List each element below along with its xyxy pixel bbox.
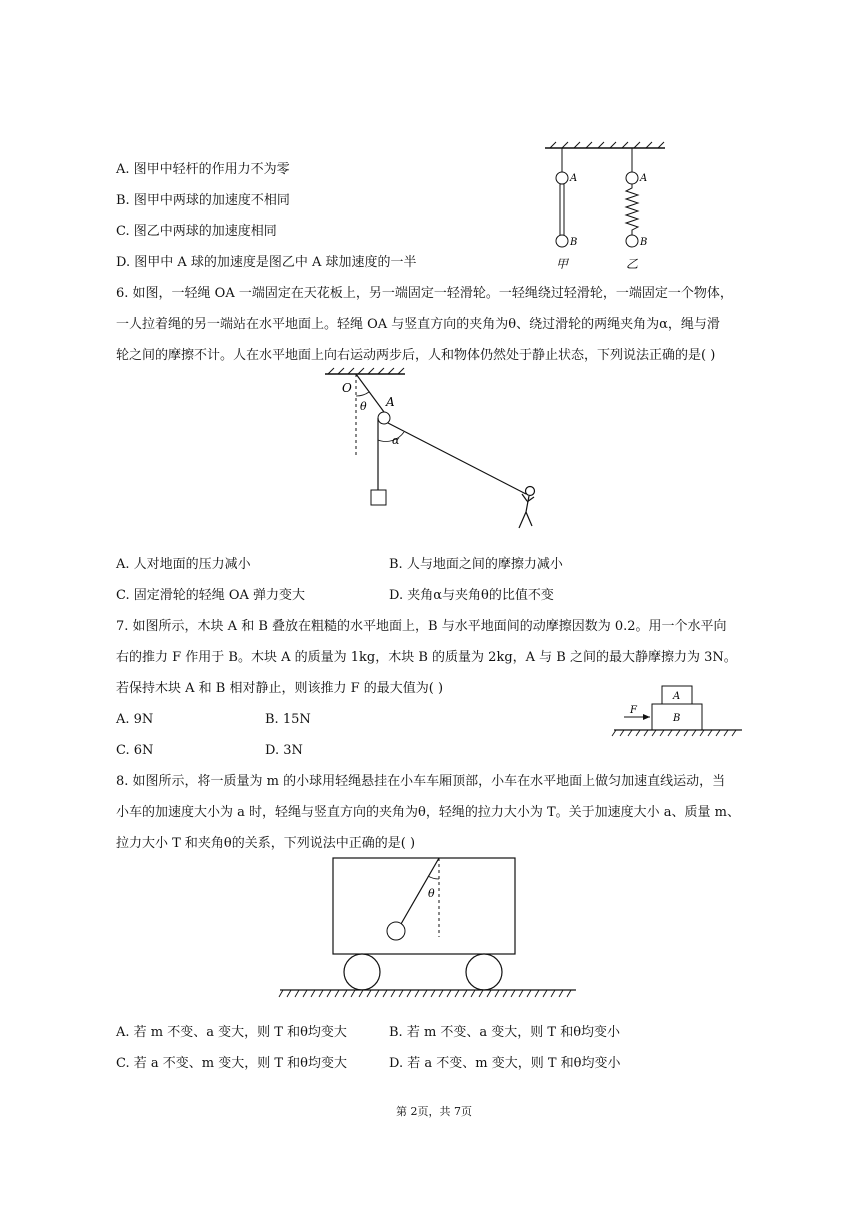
q8-wheel-right — [466, 954, 502, 990]
q6-pulley — [378, 412, 390, 424]
q7-stem-line2: 右的推力 F 作用于 B。木块 A 的质量为 1kg，木块 B 的质量为 2kg，A 与 B 之间的最大静摩擦力为 3N。 — [116, 650, 737, 665]
q5-rod — [560, 184, 564, 236]
q6-rope-person — [388, 423, 526, 494]
q7-option-d: D. 3N — [265, 743, 303, 758]
q5-ball-b-right — [626, 235, 638, 247]
q7-stem-line3: 若保持木块 A 和 B 相对静止，则该推力 F 的最大值为( ) — [116, 681, 444, 696]
q5-spring — [626, 184, 638, 235]
q7-label-a: A — [673, 691, 681, 702]
q5-ball-b-left — [556, 235, 568, 247]
q5-option-c: C. 图乙中两球的加速度相同 — [116, 224, 277, 239]
q7-stem-line1: 7. 如图所示，木块 A 和 B 叠放在粗糙的水平地面上，B 与水平地面间的动摩擦因数为 0.2。用一个水平向 — [116, 619, 727, 634]
q8-stem-line2: 小车的加速度大小为 a 时，轻绳与竖直方向的夹角为θ，轻绳的拉力大小为 T。关于加速度大小 a、质量 m、 — [116, 805, 740, 820]
q6-option-b: B. 人与地面之间的摩擦力减小 — [389, 557, 563, 572]
page-number: 第 2页，共 7页 — [396, 1105, 472, 1118]
q6-label-o: O — [342, 381, 352, 395]
q5-label-a-left: A — [570, 173, 578, 184]
q8-option-b: B. 若 m 不变、a 变大，则 T 和θ均变小 — [389, 1025, 621, 1040]
q7-label-f: F — [630, 705, 637, 716]
q5-option-d: D. 图甲中 A 球的加速度是图乙中 A 球加速度的一半 — [116, 255, 417, 270]
q6-alpha-arc — [378, 432, 404, 441]
q8-wheel-left — [344, 954, 380, 990]
q6-stem-line3: 轮之间的摩擦不计。人在水平地面上向右运动两步后，人和物体仍然处于静止状态，下列说法正确的是( ) — [116, 348, 716, 363]
q6-object — [371, 490, 386, 505]
q6-stem-line2: 一人拉着绳的另一端站在水平地面上。轻绳 OA 与竖直方向的夹角为θ、绕过滑轮的两绳夹角为α，绳与滑 — [116, 317, 720, 332]
q6-person — [519, 487, 535, 529]
q5-caption-right: 乙 — [626, 257, 639, 271]
q7-figure — [612, 684, 747, 744]
q5-option-b: B. 图甲中两球的加速度不相同 — [116, 193, 290, 208]
q5-figure — [540, 140, 670, 275]
q6-option-c: C. 固定滑轮的轻绳 OA 弹力变大 — [116, 588, 306, 603]
q5-option-a: A. 图甲中轻杆的作用力不为零 — [116, 162, 290, 177]
q8-stem-line1: 8. 如图所示，将一质量为 m 的小球用轻绳悬挂在小车车厢顶部，小车在水平地面上做匀加速直线运动，当 — [116, 774, 726, 789]
q6-label-alpha: α — [392, 434, 400, 447]
q8-ball — [387, 922, 405, 940]
q8-car-body — [333, 858, 515, 954]
q8-stem-line3: 拉力大小 T 和夹角θ的关系，下列说法中正确的是( ) — [116, 836, 416, 851]
q5-label-b-left: B — [570, 237, 578, 248]
q6-label-a: A — [386, 395, 395, 409]
q6-label-theta: θ — [360, 400, 367, 413]
q5-caption-left: 甲 — [556, 257, 569, 271]
q8-option-c: C. 若 a 不变、m 变大，则 T 和θ均变大 — [116, 1056, 347, 1071]
q8-option-d: D. 若 a 不变、m 变大，则 T 和θ均变小 — [389, 1056, 621, 1071]
q8-label-theta: θ — [428, 887, 435, 900]
q6-figure — [320, 366, 550, 536]
q7-option-b: B. 15N — [265, 712, 311, 727]
q8-figure — [278, 855, 578, 1005]
q6-option-d: D. 夹角α与夹角θ的比值不变 — [389, 588, 554, 603]
q6-option-a: A. 人对地面的压力减小 — [116, 557, 251, 572]
q5-ball-a-right — [626, 172, 638, 184]
q7-option-c: C. 6N — [116, 743, 154, 758]
q8-option-a: A. 若 m 不变、a 变大，则 T 和θ均变大 — [116, 1025, 347, 1040]
q7-option-a: A. 9N — [116, 712, 154, 727]
q5-label-b-right: B — [640, 237, 648, 248]
q7-label-b: B — [673, 713, 681, 724]
q6-theta-arc — [356, 392, 369, 396]
q5-ball-a-left — [556, 172, 568, 184]
q6-stem-line1: 6. 如图，一轻绳 OA 一端固定在天花板上，另一端固定一轻滑轮。一轻绳绕过轻滑轮，一端固定一个物体， — [116, 286, 733, 301]
q5-label-a-right: A — [640, 173, 648, 184]
